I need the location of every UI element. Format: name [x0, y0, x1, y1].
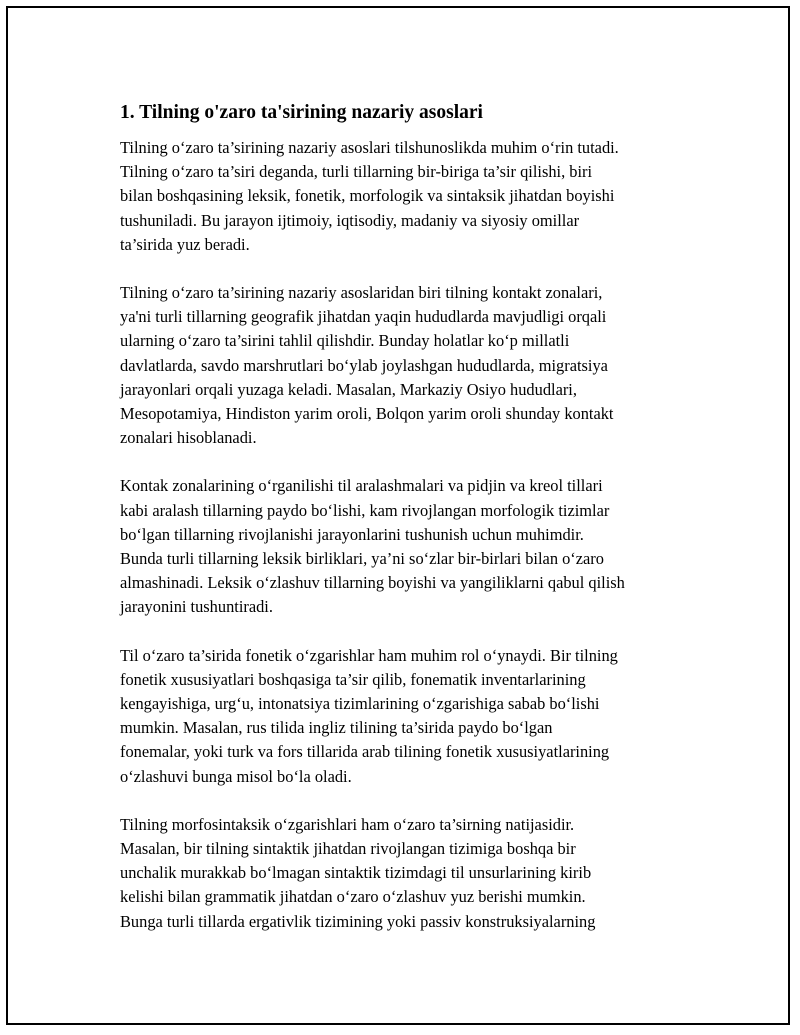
paragraph-4: Til o‘zaro ta’sirida fonetik o‘zgarishlar ham muhim rol o‘ynaydi. Bir tilning fonetik xususiyatlari boshqasiga ta’sir qilib, fonematik inventarlarining kengayishiga, urg‘u, intonatsiya tizimlarining o‘zgarishiga sabab bo‘lishi mumkin. Masalan, rus tilida ingliz tilining ta’sirida paydo bo‘lgan fonemalar, yoki turk va fors tillarida arab tilining fonetik xususiyatlarining o‘zlashuvi bunga misol bo‘la oladi.: [120, 645, 618, 786]
section-heading: 1. Tilning o'zaro ta'sirining nazariy asoslari: [120, 102, 483, 123]
paragraph-5: Tilning morfosintaksik o‘zgarishlari ham o‘zaro ta’sirning natijasidir. Masalan, bir tilning sintaktik jihatdan rivojlangan tizimiga boshqa bir unchalik murakkab bo‘lmagan sintaktik tizimdagi til unsurlarining kirib kelishi bilan grammatik jihatdan o‘zaro o‘zlashuv yuz berishi mumkin. Bunga turli tillarda ergativlik tizimining yoki passiv konstruksiyalarning: [120, 814, 596, 931]
page-frame: [6, 6, 790, 1025]
document-body: [120, 94, 700, 958]
paragraph-2: Tilning o‘zaro ta’sirining nazariy asoslaridan biri tilning kontakt zonalari, ya'ni turli tillarning geografik jihatdan yaqin hududlarda mavjudligi orqali ularning o‘zaro ta’sirini tahlil qilishdir. Bunday holatlar ko‘p millatli davlatlarda, savdo marshrutlari bo‘ylab joylashgan hududlarda, migratsiya jarayonlari orqali yuzaga keladi. Masalan, Markaziy Osiyo hududlari, Mesopotamiya, Hindiston yarim oroli, Bolqon yarim oroli shunday kontakt zonalari hisoblanadi.: [120, 283, 614, 448]
paragraph-1: Tilning o‘zaro ta’sirining nazariy asoslari tilshunoslikda muhim o‘rin tutadi. Tilning o‘zaro ta’siri deganda, turli tillarning bir-biriga ta’sir qilishi, biri bilan boshqasining leksik, fonetik, morfologik va sintaksik jihatdan boyishi tushuniladi. Bu jarayon ijtimoiy, iqtisodiy, madaniy va siyosiy omillar ta’sirida yuz beradi.: [120, 138, 619, 254]
paragraph-3: Kontak zonalarining o‘rganilishi til aralashmalari va pidjin va kreol tillari kabi aralash tillarning paydo bo‘lishi, kam rivojlangan morfologik tizimlar bo‘lgan tillarning rivojlanishi jarayonlarini tushunish uchun muhimdir. Bunda turli tillarning leksik birliklari, ya’ni so‘zlar bir-birlari bilan o‘zaro almashinadi. Leksik o‘zlashuv tillarning boyishi va yangiliklarni qabul qilish jarayonini tushuntiradi.: [120, 476, 625, 617]
